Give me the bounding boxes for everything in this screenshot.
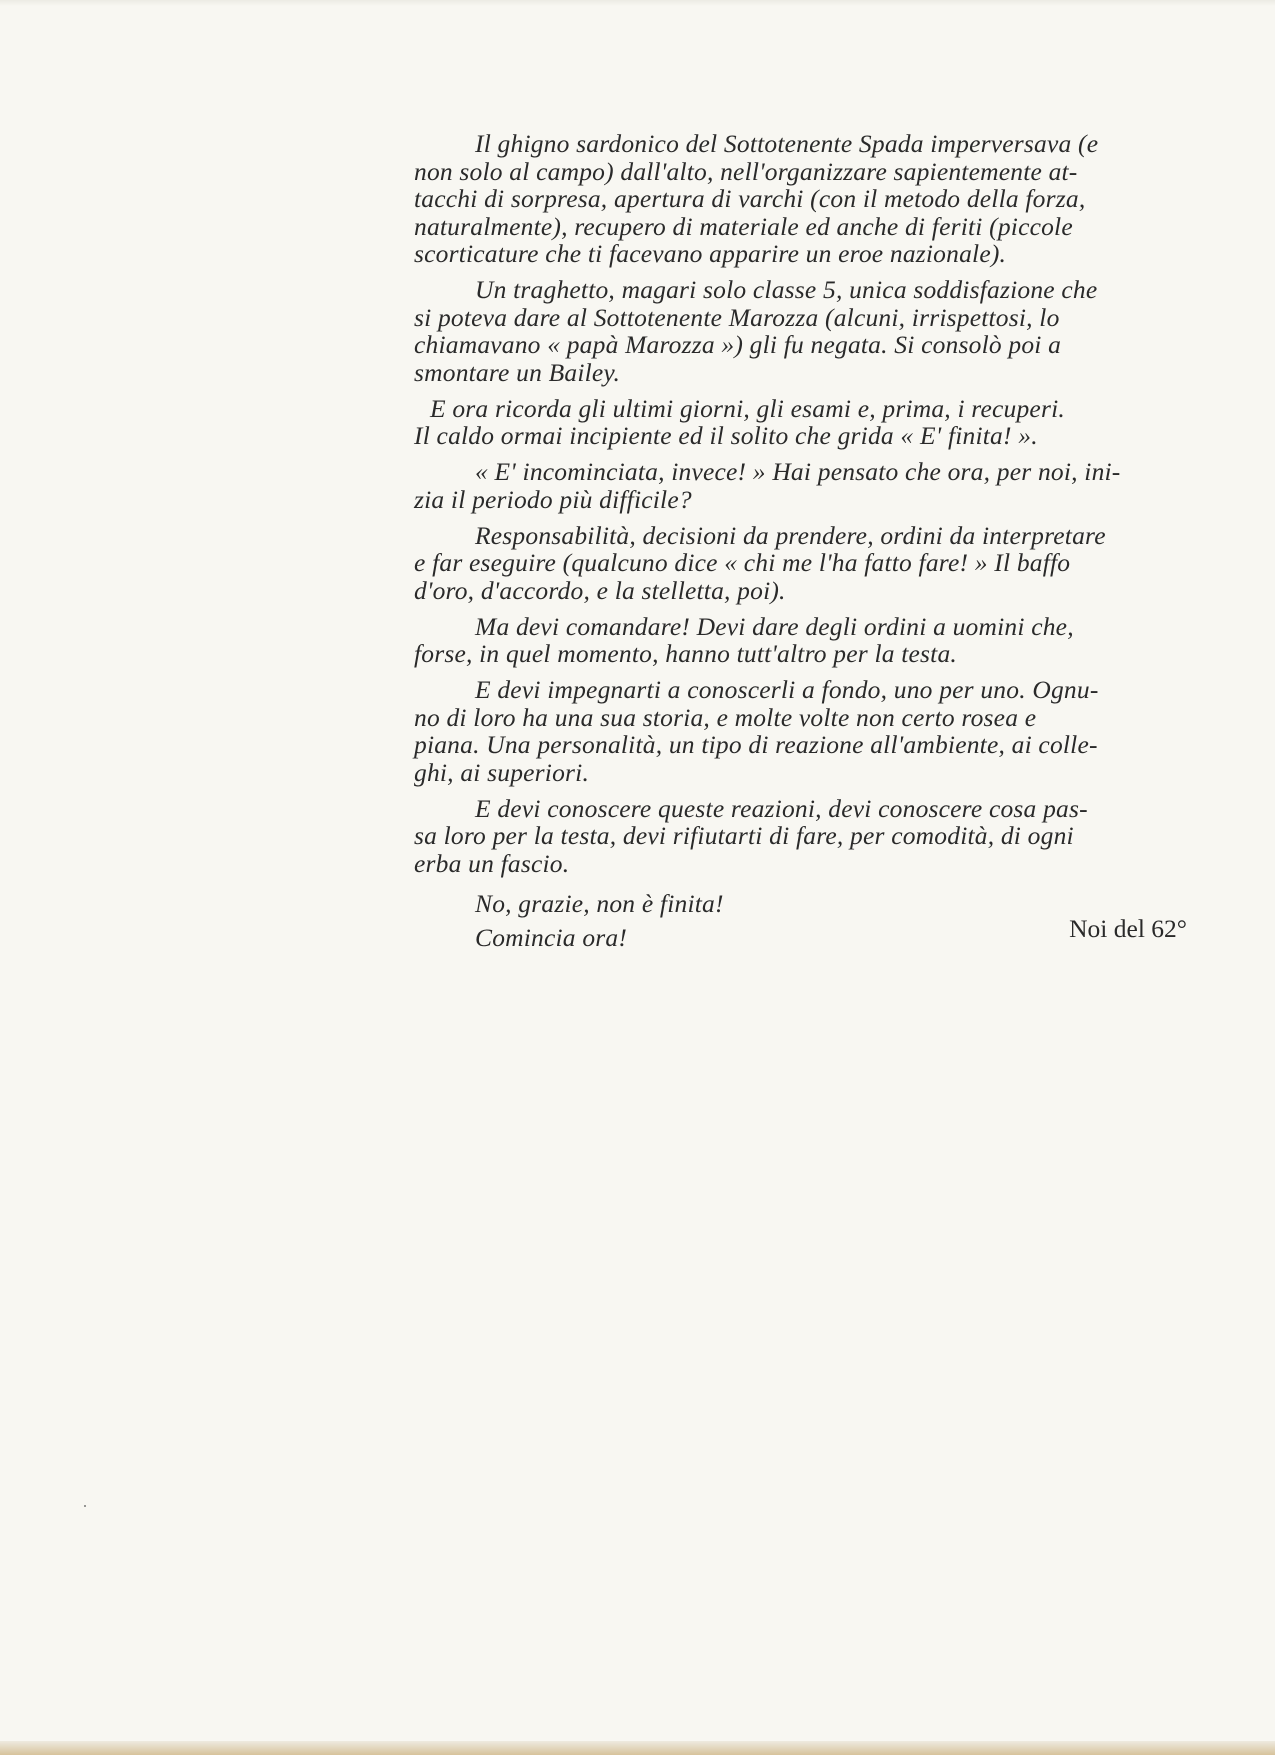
text-line: naturalmente), recupero di materiale ed anche di feriti (piccole bbox=[414, 211, 1073, 241]
text-line: « E' incominciata, invece! » Hai pensato che ora, per noi, ini- bbox=[475, 457, 1121, 486]
text-line: E devi impegnarti a conoscerli a fondo, uno per uno. Ognu- bbox=[475, 675, 1099, 704]
text-line: si poteva dare al Sottotenente Marozza (alcuni, irrispettosi, lo bbox=[414, 302, 1060, 332]
text-line: Ma devi comandare! Devi dare degli ordini a uomini che, bbox=[475, 611, 1074, 641]
paragraph bbox=[414, 395, 1189, 450]
text-line: Il ghigno sardonico del Sottotenente Spada imperversava (e bbox=[475, 129, 1099, 158]
paragraph bbox=[414, 676, 1189, 786]
text-line: Un traghetto, magari solo classe 5, unica soddisfazione che bbox=[475, 275, 1098, 304]
paragraph bbox=[414, 458, 1189, 513]
text-line: scorticature che ti facevano apparire un eroe nazionale). bbox=[414, 239, 1007, 268]
text-line: non solo al campo) dall'alto, nell'organizzare sapientemente at- bbox=[414, 156, 1078, 186]
paragraph bbox=[414, 613, 1189, 668]
text-line: Responsabilità, decisioni da prendere, ordini da interpretare bbox=[475, 520, 1106, 550]
text-line: erba un fascio. bbox=[414, 848, 570, 878]
page-bottom-edge bbox=[0, 1741, 1275, 1755]
text-line: ghi, ai superiori. bbox=[414, 757, 590, 787]
text-line: E ora ricorda gli ultimi giorni, gli esami e, prima, i recuperi. bbox=[430, 393, 1065, 423]
page-top-shadow bbox=[0, 0, 1275, 6]
signature: Noi del 62° bbox=[1069, 914, 1187, 943]
text-line: no di loro ha una sua storia, e molte volte non certo rosea e bbox=[414, 702, 1037, 732]
text-line: Il caldo ormai incipiente ed il solito che grida « E' finita! ». bbox=[414, 421, 1038, 450]
paragraph bbox=[414, 130, 1189, 268]
text-line: smontare un Bailey. bbox=[414, 357, 621, 387]
body-text bbox=[414, 130, 1189, 955]
closing-line: Comincia ora! bbox=[475, 923, 628, 952]
text-line: tacchi di sorpresa, apertura di varchi (con il metodo della forza, bbox=[414, 184, 1086, 213]
text-line: e far eseguire (qualcuno dice « chi me l'ha fatto fare! » Il baffo bbox=[414, 548, 1071, 577]
text-line: forse, in quel momento, hanno tutt'altro per la testa. bbox=[414, 639, 957, 668]
scan-speck bbox=[84, 1505, 86, 1507]
text-line: d'oro, d'accordo, e la stelletta, poi). bbox=[414, 575, 786, 605]
paragraph bbox=[414, 276, 1189, 386]
paragraph bbox=[414, 522, 1189, 605]
paragraph bbox=[414, 795, 1189, 878]
text-line: piana. Una personalità, un tipo di reazione all'ambiente, ai colle- bbox=[414, 730, 1098, 759]
text-line: chiamavano « papà Marozza ») gli fu negata. Si consolò poi a bbox=[414, 330, 1062, 359]
text-line: E devi conoscere queste reazioni, devi conoscere cosa pas- bbox=[475, 793, 1088, 823]
text-line: sa loro per la testa, devi rifiutarti di fare, per comodità, di ogni bbox=[414, 821, 1074, 850]
text-line: zia il periodo più difficile? bbox=[414, 484, 692, 514]
closing-line: No, grazie, non è finita! bbox=[475, 889, 724, 918]
